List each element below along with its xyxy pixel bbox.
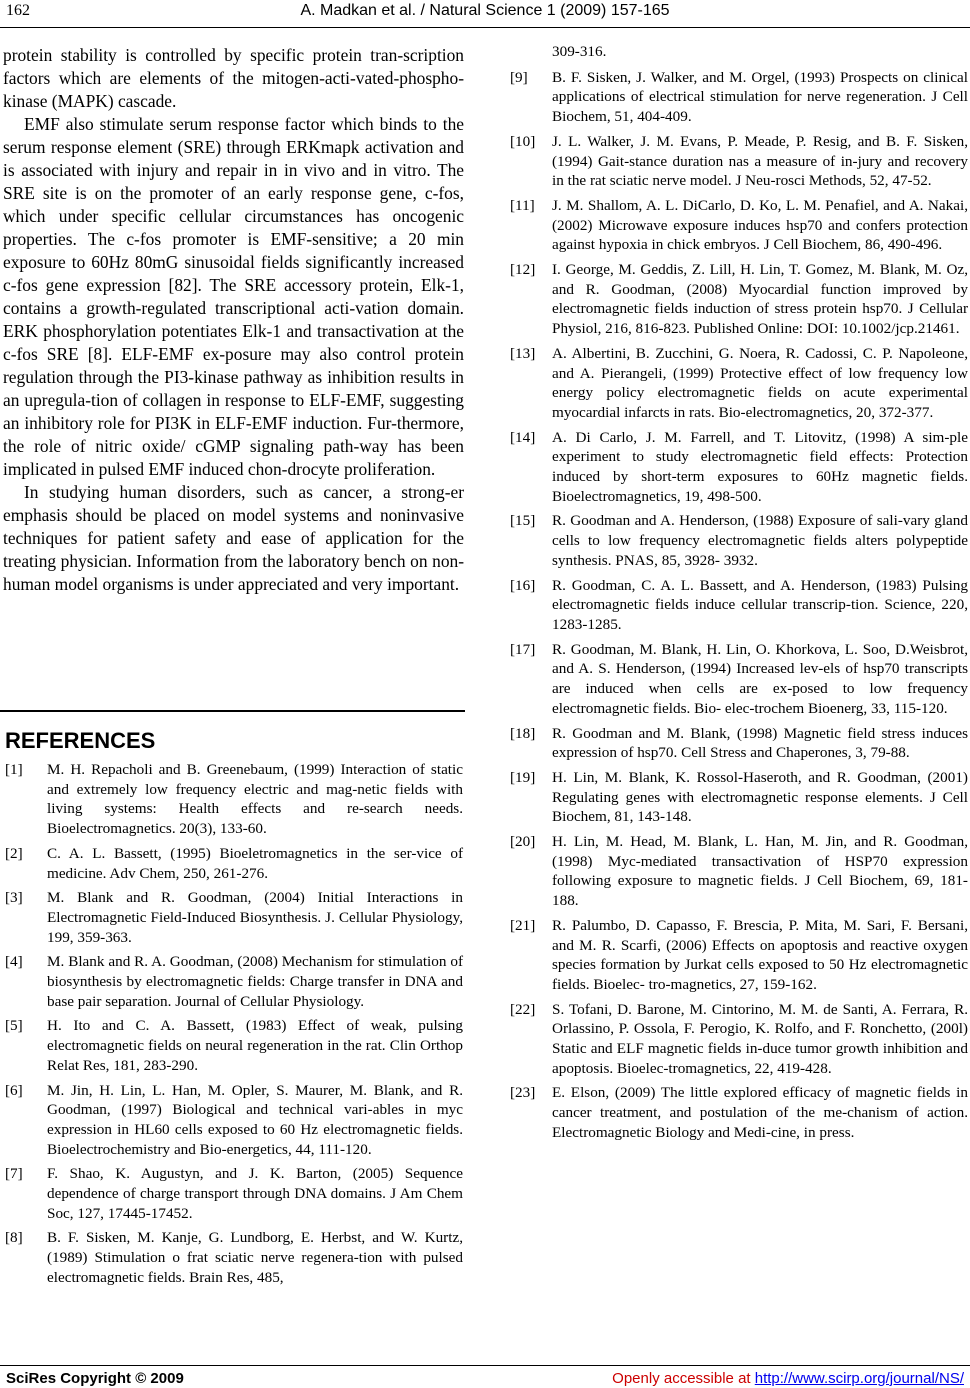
reference-text: M. Blank and R. A. Goodman, (2008) Mechanism for stimulation of biosynthesis by electromagnetic fields: Charge transfer in DNA and base pair separation. Journal of Cellular Physiology. xyxy=(47,953,463,1010)
reference-item xyxy=(5,1081,463,1160)
open-access-text: Openly accessible at xyxy=(612,1370,755,1387)
reference-item xyxy=(510,132,968,191)
reference-text: B. F. Sisken, M. Kanje, G. Lundborg, E. Herbst, and W. Kurtz, (1989) Stimulation o frat sciatic nerve regenera-tion with pulsed electromagnetic fields. Brain Res, 485, xyxy=(47,1229,463,1286)
journal-link[interactable]: http://www.scirp.org/journal/NS/ xyxy=(754,1370,964,1387)
reference-number: [16] xyxy=(510,576,536,594)
reference-text: H. Lin, M. Blank, K. Rossol-Haseroth, and R. Goodman, (2001) Regulating genes with electromagnetic response elements. J Cell Biochem, 81, 143-148. xyxy=(552,768,968,826)
header-rule xyxy=(0,27,970,28)
page-header xyxy=(0,0,970,30)
reference-text: M. Blank and R. Goodman, (2004) Initial Interactions in Electromagnetic Field-Induced Biosynthesis. J. Cellular Physiology, 199, 359-363. xyxy=(47,889,463,946)
references-heading: REFERENCES xyxy=(5,728,156,753)
reference-number: [17] xyxy=(510,640,536,658)
reference-text: H. Ito and C. A. Bassett, (1983) Effect of weak, pulsing electromagnetic fields on neural regeneration in the rat. Clin Orthop Relat Res, 181, 283-290. xyxy=(47,1017,463,1074)
reference-item xyxy=(5,1228,463,1287)
reference-item xyxy=(510,724,968,763)
reference-number: [15] xyxy=(510,512,536,530)
reference-item xyxy=(510,640,968,719)
reference-item xyxy=(5,1164,463,1223)
reference-text: F. Shao, K. Augustyn, and J. K. Barton, (2005) Sequence dependence of charge transport through DNA domains. J Am Chem Soc, 127, 17445-17452. xyxy=(47,1165,463,1222)
reference-item xyxy=(510,1083,968,1142)
reference-number: [8] xyxy=(5,1229,23,1247)
reference-number: [10] xyxy=(510,132,536,150)
reference-number: [5] xyxy=(5,1017,23,1035)
body-paragraph: In studying human disorders, such as cancer, a strong-er emphasis should be placed on model systems and noninvasive techniques for patient safety and ease of application for the treating physician. Information from the laboratory bench on non-human model organisms is under appreciated and very important. xyxy=(3,482,464,594)
footer-rule xyxy=(0,1365,970,1366)
reference-number: [19] xyxy=(510,768,536,786)
reference-item xyxy=(510,576,968,635)
page-number: 162 xyxy=(6,2,30,19)
reference-text: S. Tofani, D. Barone, M. Cintorino, M. M. de Santi, A. Ferrara, R. Orlassino, P. Ossola, F. Perogio, K. Rolfo, and F. Ronchetto, (200l) Static and ELF magnetic fields in-duce tumor growth inhibition and apoptosis. Bioelec-tromagnetics, 22, 419-428. xyxy=(552,1000,968,1077)
reference-text: R. Palumbo, D. Capasso, F. Brescia, P. Mita, M. Sari, F. Bersani, and M. R. Scarfi, (2006) Effects on apoptosis and reactive oxygen species formation by Jurkat cells exposed to 50 Hz electromagnetic fields. Bioelec- tro-magnetics, 27, 159-162. xyxy=(552,916,968,993)
references-list-left xyxy=(5,760,463,1293)
reference-text: A. Di Carlo, J. M. Farrell, and T. Litovitz, (1998) A sim-ple experiment to study electromagnetic field effects: Protection induced by short-term exposures to 60Hz magnetic fields. Bioelectromagnetics, 19, 498-500. xyxy=(552,428,968,505)
reference-text: M. Jin, H. Lin, L. Han, M. Opler, S. Maurer, M. Blank, and R. Goodman, (1997) Biological and technical vari-ables in myc expression in HL60 cells exposed to 60 Hz electromagnetic fields. Bioelectrochemistry and Bio-energetics, 44, 111-120. xyxy=(47,1081,463,1158)
right-column-references xyxy=(510,42,970,1148)
reference-number: [9] xyxy=(510,68,528,86)
reference-number: [1] xyxy=(5,761,23,778)
left-column-body xyxy=(3,44,464,596)
reference-text: J. L. Walker, J. M. Evans, P. Meade, P. Resig, and B. F. Sisken, (1994) Gait-stance duration nas a measure of in-jury and recovery in the rat sciatic nerve model. J Neu-rosci Methods, 52, 47-52. xyxy=(552,132,968,190)
reference-number: [22] xyxy=(510,1000,536,1018)
copyright: SciRes Copyright © 2009 xyxy=(6,1370,184,1387)
open-access-note xyxy=(612,1370,964,1387)
body-paragraph: protein stability is controlled by specific protein tran-scription factors which are elements of the mitogen-acti-vated-phospho-kinase (MAPK) cascade. xyxy=(3,45,464,111)
reference-text: C. A. L. Bassett, (1995) Bioeletromagnetics in the ser-vice of medicine. Adv Chem, 250, 261-276. xyxy=(47,844,463,882)
reference-item xyxy=(510,1000,968,1079)
reference-text: H. Lin, M. Head, M. Blank, L. Han, M. Jin, and R. Goodman, (1998) Myc-mediated transactivation of HSP70 expression following exposure to magnetic fields. J Cell Biochem, 69, 181-188. xyxy=(552,833,968,910)
reference-item xyxy=(5,844,463,883)
reference-number: [2] xyxy=(5,844,23,862)
reference-number: [20] xyxy=(510,833,536,851)
reference-item xyxy=(510,511,968,570)
reference-number: [7] xyxy=(5,1165,23,1183)
reference-number: [3] xyxy=(5,889,23,907)
body-paragraph: EMF also stimulate serum response factor which binds to the serum response element (SRE) through ERKmapk activation and is associated with injury and repair in in vivo and in vitro. The SRE site is on the promoter of an early response gene, c-fos, which under specific cellular circumstances has oncogenic properties. The c-fos promoter is EMF-sensitive; a 20 min exposure to 60Hz 80mG sinusoidal fields significantly increased c-fos gene expression [82]. The SRE accessory protein, Elk-1, contains a growth-regulated transcriptional acti-vation domain. ERK phosphorylation potentiates Elk-1 and transactivation at the c-fos SRE [8]. ELF-EMF ex-posure may also control protein regulation through the PI3-kinase pathway as inhibition results in an upregula-tion of collagen in response to ELF-EMF, suggesting an inhibitory role for PI3K in ELF-EMF induction. Fur-thermore, the role of nitric oxide/ cGMP signaling path-way has been implicated in pulsed EMF induced chon-drocyte proliferation. xyxy=(3,114,464,479)
section-divider xyxy=(0,710,465,712)
reference-number: [13] xyxy=(510,344,536,362)
references-list-right xyxy=(510,68,968,1143)
reference-item xyxy=(5,888,463,947)
reference-item xyxy=(5,760,463,839)
reference-item xyxy=(510,916,968,995)
reference-text: R. Goodman, C. A. L. Bassett, and A. Henderson, (1983) Pulsing electromagnetic fields induce cellular transcrip-tion. Science, 220, 1283-1285. xyxy=(552,576,968,633)
reference-item xyxy=(5,952,463,1011)
reference-number: [18] xyxy=(510,724,536,742)
reference-text: R. Goodman and M. Blank, (1998) Magnetic field stress induces expression of hsp70. Cell Stress and Chaperones, 3, 79-88. xyxy=(552,724,968,762)
reference-item xyxy=(510,428,968,507)
reference-item xyxy=(510,832,968,911)
reference-item xyxy=(510,260,968,339)
reference-text: E. Elson, (2009) The little explored efficacy of magnetic fields in cancer treatment, and postulation of the me-chanism of action. Electromagnetic Biology and Medi-cine, in press. xyxy=(552,1084,968,1141)
running-head: A. Madkan et al. / Natural Science 1 (2009) 157-165 xyxy=(300,2,670,19)
reference-item xyxy=(510,196,968,255)
reference-text: A. Albertini, B. Zucchini, G. Noera, R. Cadossi, C. P. Napoleone, and A. Pierangeli, (1999) Protective effect of low frequency low energy policy electromagnetic fields on acute experimental myocardial infarcts in rats. Bio-electromagnetics, 20, 372-377. xyxy=(552,344,968,421)
reference-text: B. F. Sisken, J. Walker, and M. Orgel, (1993) Prospects on clinical applications of electrical stimulation for nerve regeneration. J Cell Biochem, 51, 404-409. xyxy=(552,68,968,126)
reference-item xyxy=(510,344,968,423)
reference-item xyxy=(510,68,968,127)
reference-number: [4] xyxy=(5,953,23,971)
reference-number: [11] xyxy=(510,196,535,214)
reference-text: J. M. Shallom, A. L. DiCarlo, D. Ko, L. M. Penafiel, and A. Nakai, (2002) Microwave exposure induces hsp70 and confers protection against hypoxia in chick embryos. J Cell Biochem, 86, 490-496. xyxy=(552,196,968,254)
reference-item xyxy=(510,768,968,827)
reference-number: [21] xyxy=(510,916,536,934)
reference-number: [14] xyxy=(510,428,536,446)
page-footer xyxy=(0,1365,970,1388)
reference-item xyxy=(5,1016,463,1075)
reference-text: I. George, M. Geddis, Z. Lill, H. Lin, T. Gomez, M. Blank, M. Oz, and R. Goodman, (2008) Myocardial function improved by electromagnetic fields induction of stress protein hsp70. J Cellular Physiol, 216, 816-823. Published Online: DOI: 10.1002/jcp.21461. xyxy=(552,261,968,338)
reference-number: [6] xyxy=(5,1081,23,1099)
reference-continuation: 309-316. xyxy=(552,43,607,60)
reference-text: M. H. Repacholi and B. Greenebaum, (1999) Interaction of static and extremely low frequency electric and mag-netic fields with living systems: Health effects and re-search needs. Bioelectromagnetics. 20(3), 133-60. xyxy=(47,761,463,838)
reference-text: R. Goodman, M. Blank, H. Lin, O. Khorkova, L. Soo, D.Weisbrot, and A. S. Henderson, (1994) Increased lev-els of hsp70 transcripts are induced when cells are ex-posed to low frequency electromagnetic fields. Bio- elec-trochem Bioenerg, 33, 115-120. xyxy=(552,640,968,717)
reference-text: R. Goodman and A. Henderson, (1988) Exposure of sali-vary gland cells to low frequency electromagnetic fields alters polypeptide synthesis. PNAS, 85, 3928- 3932. xyxy=(552,512,968,569)
reference-number: [12] xyxy=(510,261,536,279)
reference-number: [23] xyxy=(510,1084,536,1102)
